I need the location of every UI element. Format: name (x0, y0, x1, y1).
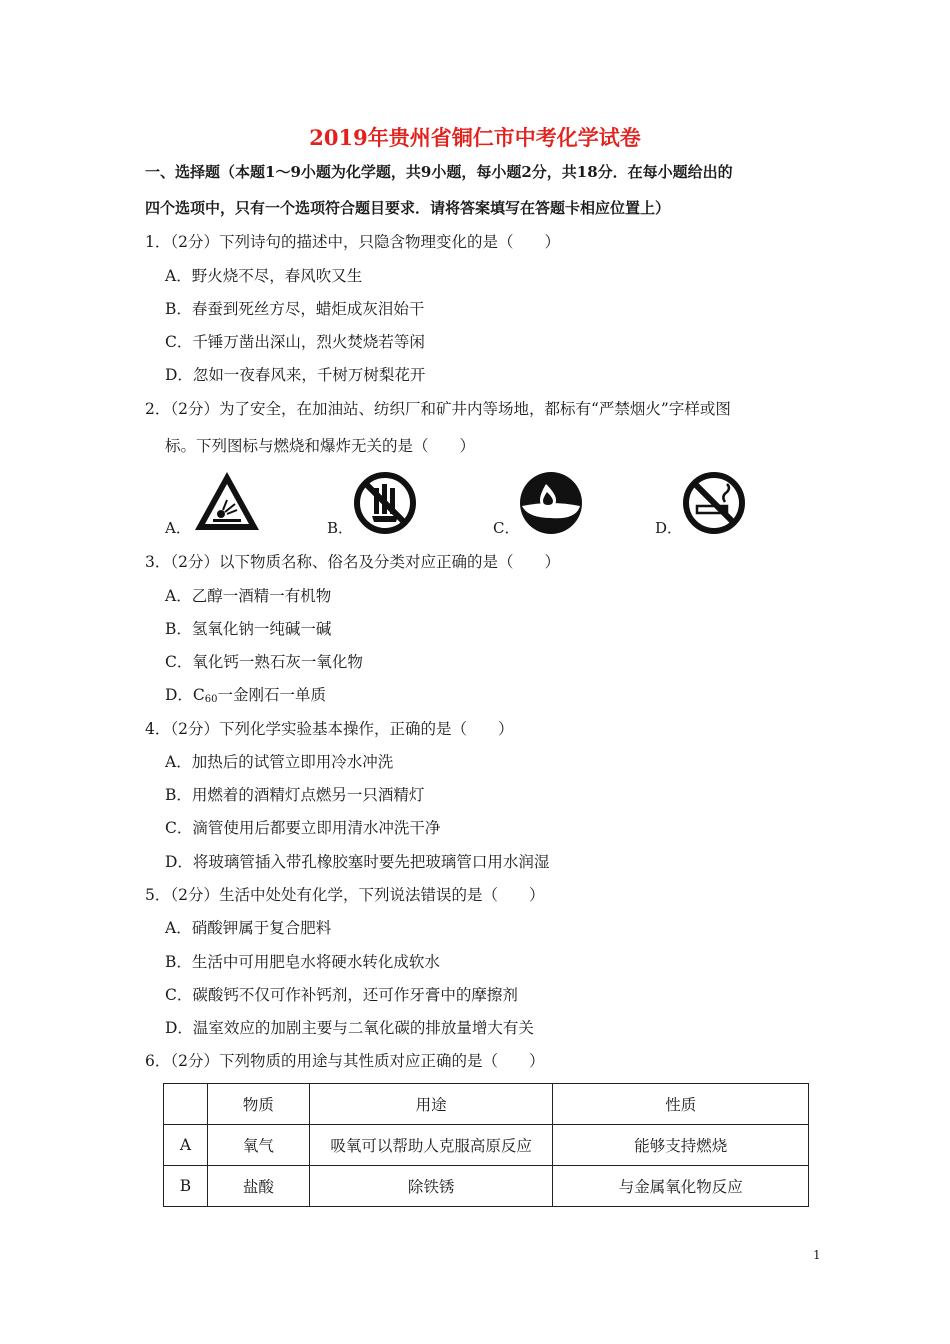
option-d-label: D． (655, 519, 683, 537)
table-row (164, 1166, 809, 1207)
option-c-label: C． (493, 519, 520, 537)
section-heading-line-2: 四个选项中，只有一个选项符合题目要求．请将答案填写在答题卡相应位置上） (145, 199, 671, 217)
question-6-stem: 6．（2分）下列物质的用途与其性质对应正确的是（ ） (145, 1052, 545, 1070)
question-3-option-c: C．氧化钙一熟石灰一氧化物 (165, 653, 363, 671)
question-4-option-b: B．用燃着的酒精灯点燃另一只酒精灯 (165, 786, 425, 804)
question-1-option-c: C．千锤万凿出深山，烈火焚烧若等闲 (165, 333, 425, 351)
table-cell: B (164, 1166, 208, 1207)
question-2-option-a (165, 470, 305, 540)
question-4-option-a: A．加热后的试管立即用冷水冲洗 (165, 753, 394, 771)
question-3-option-d (165, 684, 326, 711)
water-saving-icon (518, 470, 584, 536)
no-fireworks-icon (352, 470, 418, 536)
question-1-option-b: B．春蚕到死丝方尽，蜡炬成灰泪始干 (165, 300, 425, 318)
question-5-option-d: D．温室效应的加剧主要与二氧化碳的排放量增大有关 (165, 1019, 534, 1037)
table-cell: 盐酸 (207, 1166, 309, 1207)
option-d-suffix: 一金刚石一单质 (217, 686, 327, 704)
table-row (164, 1125, 809, 1166)
table-cell: 与金属氧化物反应 (553, 1166, 809, 1207)
table-header-cell: 物质 (207, 1084, 309, 1125)
table-header-cell: 用途 (309, 1084, 553, 1125)
question-2-icons (165, 470, 765, 540)
explosive-warning-icon (193, 470, 261, 532)
option-b-label: B． (327, 519, 354, 537)
question-1-option-a: A．野火烧不尽，春风吹又生 (165, 267, 363, 285)
question-2-option-d (655, 470, 795, 540)
section-heading-line-1: 一、选择题（本题1～9小题为化学题，共9小题，每小题2分，共18分．在每小题给出的 (145, 163, 733, 181)
table-cell: 吸氧可以帮助人克服高原反应 (309, 1125, 553, 1166)
question-3-option-b: B．氢氧化钠一纯碱一碱 (165, 620, 332, 638)
question-4-stem: 4．（2分）下列化学实验基本操作，正确的是（ ） (145, 720, 514, 738)
question-3-option-a: A．乙醇一酒精一有机物 (165, 587, 332, 605)
question-4-option-c: C．滴管使用后都要立即用清水冲洗干净 (165, 819, 441, 837)
question-5-stem: 5．（2分）生活中处处有化学，下列说法错误的是（ ） (145, 886, 545, 904)
question-3-stem: 3．（2分）以下物质名称、俗名及分类对应正确的是（ ） (145, 553, 560, 571)
question-4-option-d: D．将玻璃管插入带孔橡胶塞时要先把玻璃管口用水润湿 (165, 853, 550, 871)
option-d-prefix: D．C (165, 686, 205, 704)
table-cell: 能够支持燃烧 (553, 1125, 809, 1166)
section-heading (145, 154, 815, 226)
question-2-stem-line-1: 2．（2分）为了安全，在加油站、纺织厂和矿井内等场地，都标有“严禁烟火”字样或图 (145, 400, 731, 418)
question-5-option-a: A．硝酸钾属于复合肥料 (165, 919, 332, 937)
question-5-option-c: C．碳酸钙不仅可作补钙剂，还可作牙膏中的摩擦剂 (165, 986, 518, 1004)
table-header-row (164, 1084, 809, 1125)
option-a-label: A． (165, 519, 191, 537)
question-5-option-b: B．生活中可用肥皂水将硬水转化成软水 (165, 953, 440, 971)
table-header-cell: 性质 (553, 1084, 809, 1125)
page-number: 1 (813, 1248, 821, 1262)
no-smoking-icon (681, 470, 747, 536)
table-cell: 氧气 (207, 1125, 309, 1166)
question-2-stem-line-2: 标。下列图标与燃烧和爆炸无关的是（ ） (165, 437, 476, 455)
page-title: 2019年贵州省铜仁市中考化学试卷 (309, 125, 641, 150)
question-1-option-d: D．忽如一夜春风来，千树万树梨花开 (165, 366, 426, 384)
question-1-stem: 1．（2分）下列诗句的描述中，只隐含物理变化的是（ ） (145, 233, 560, 251)
table-cell: 除铁锈 (309, 1166, 553, 1207)
table-header-cell (164, 1084, 208, 1125)
table-cell: A (164, 1125, 208, 1166)
question-2-option-b (327, 470, 467, 540)
option-d-subscript: 60 (204, 694, 218, 705)
question-2-option-c (493, 470, 633, 540)
question-6-table (163, 1083, 809, 1207)
